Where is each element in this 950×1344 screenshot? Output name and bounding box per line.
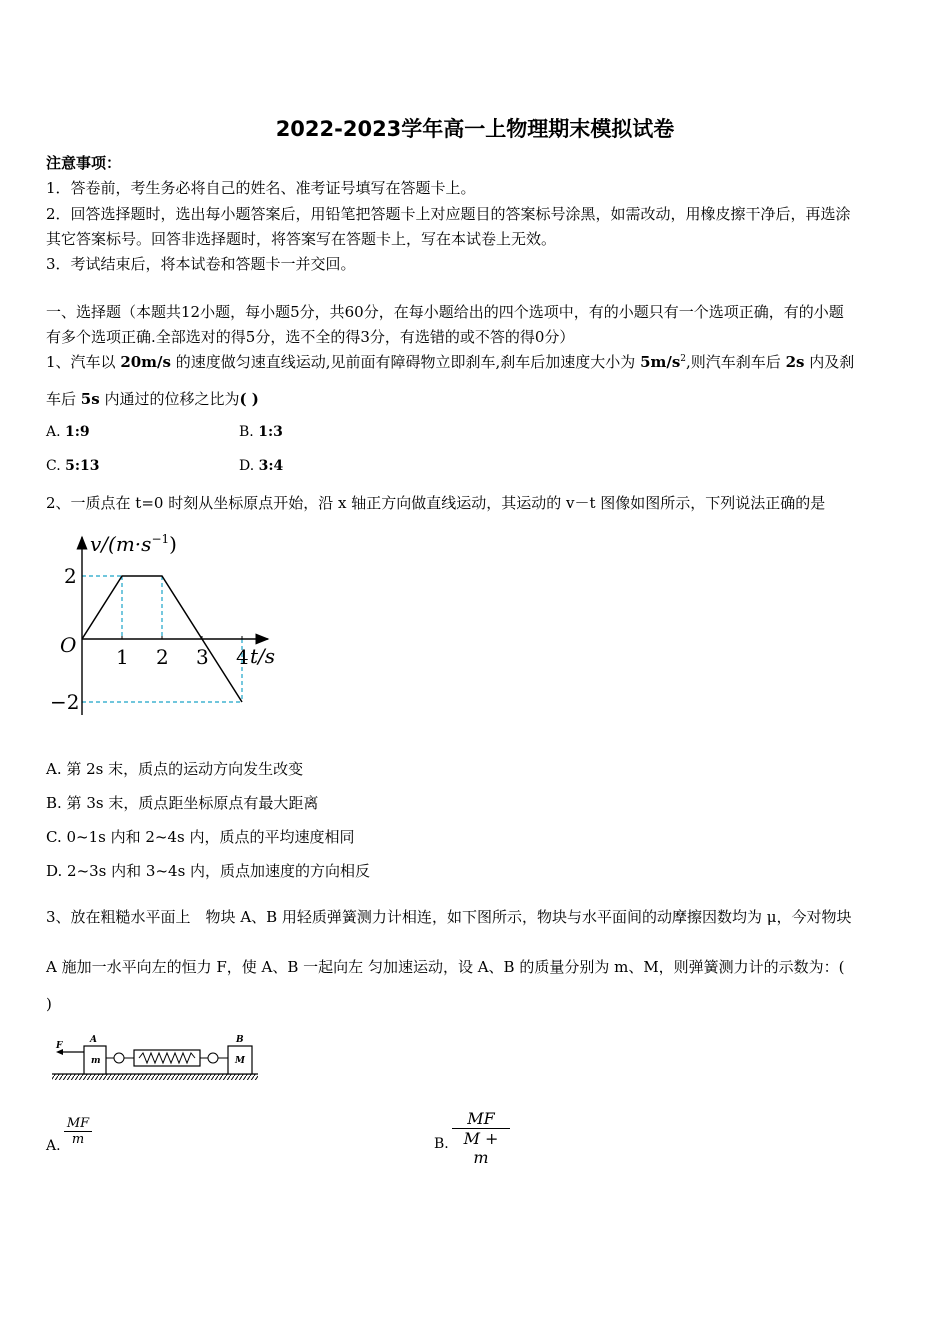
question-2-stem: 2、一质点在 t=0 时刻从坐标原点开始，沿 x 轴正方向做直线运动，其运动的 v－t 图像如图所示，下列说法正确的是 bbox=[46, 494, 826, 512]
q1-option-c[interactable] bbox=[46, 458, 100, 474]
block-b-mass: M bbox=[235, 1056, 245, 1066]
notice-item-2-line-2: 其它答案标号。回答非选择题时，将答案写在答题卡上，写在本试卷上无效。 bbox=[46, 230, 557, 248]
notice-heading: 注意事项： bbox=[46, 154, 122, 172]
block-a-label: A bbox=[90, 1035, 97, 1045]
notice-item-3: 3．考试结束后，将本试卷和答题卡一并交回。 bbox=[46, 255, 356, 273]
option-value: 3:4 bbox=[258, 458, 284, 474]
spring-blocks-figure bbox=[46, 1028, 266, 1088]
option-value: 5:13 bbox=[65, 458, 100, 474]
page-title: 2022-2023学年高一上物理期末模拟试卷 bbox=[275, 117, 675, 141]
vt-graph bbox=[40, 525, 290, 725]
fraction-numerator: MF bbox=[66, 1116, 90, 1131]
question-3-stem-line-3: ) bbox=[46, 995, 52, 1013]
ground-hatch bbox=[52, 1074, 258, 1080]
question-1-stem-line-1 bbox=[46, 351, 854, 372]
q2-option-b[interactable]: B. 第 3s 末，质点距坐标原点有最大距离 bbox=[46, 794, 319, 812]
option-label: D. bbox=[239, 458, 259, 474]
x-axis-label: t/s bbox=[250, 644, 276, 668]
y-tick-label: −2 bbox=[50, 690, 80, 714]
fraction-numerator: MF bbox=[467, 1109, 495, 1128]
q2-option-d[interactable]: D. 2~3s 内和 3~4s 内，质点加速度的方向相反 bbox=[46, 862, 371, 880]
y-axis-label: $v/(m\cdot s^{-1})$ bbox=[90, 532, 177, 556]
ring-b bbox=[208, 1053, 218, 1063]
option-label: B. bbox=[239, 424, 259, 440]
option-value: 1:3 bbox=[258, 424, 283, 440]
q1-acceleration: 5m/s bbox=[640, 353, 681, 371]
section-1-instructions-line-2: 有多个选项正确.全部选对的得5分，选不全的得3分，有选错的或不答的得0分） bbox=[46, 328, 575, 346]
q1-speed: 20m/s bbox=[120, 353, 171, 371]
fraction-denominator: M + m bbox=[463, 1129, 499, 1167]
q3-option-a-fraction[interactable] bbox=[64, 1116, 92, 1147]
question-3-stem-line-2: A 施加一水平向左的恒力 F，使 A、B 一起向左 匀加速运动，设 A、B 的质量分别为 m、M，则弹簧测力计的示数为：( bbox=[46, 958, 845, 976]
x-tick-label: 3 bbox=[196, 645, 209, 669]
q1-exponent: 2 bbox=[680, 354, 687, 364]
origin-label: O bbox=[60, 633, 77, 657]
q1-text: 的速度做匀速直线运动,见前面有障碍物立即刹车,刹车后加速度大小为 bbox=[170, 353, 641, 371]
force-label: F bbox=[56, 1041, 63, 1051]
q1-text: 车后 bbox=[46, 390, 81, 408]
option-value: 1:9 bbox=[65, 424, 90, 440]
q1-option-d[interactable] bbox=[239, 458, 283, 474]
x-tick-label: 1 bbox=[116, 645, 129, 669]
q1-text: ,则汽车刹车后 bbox=[686, 353, 786, 371]
q1-bracket: ( ) bbox=[239, 390, 259, 408]
q1-text: 1、汽车以 bbox=[46, 353, 121, 371]
notice-item-1: 1．答卷前，考生务必将自己的姓名、准考证号填写在答题卡上。 bbox=[46, 179, 476, 197]
section-1-instructions-line-1: 一、选择题（本题共12小题，每小题5分，共60分，在每小题给出的四个选项中，有的小题只有一个选项正确，有的小题 bbox=[46, 303, 844, 321]
q2-option-a[interactable]: A. 第 2s 末，质点的运动方向发生改变 bbox=[46, 760, 304, 778]
q1-text: 内及刹 bbox=[804, 353, 855, 371]
question-3-stem-line-1: 3、放在粗糙水平面上 物块 A、B 用轻质弹簧测力计相连，如下图所示，物块与水平面间的动摩擦因数均为 μ，今对物块 bbox=[46, 908, 852, 926]
q2-option-c[interactable]: C. 0~1s 内和 2~4s 内，质点的平均速度相同 bbox=[46, 828, 355, 846]
fraction-denominator: m bbox=[71, 1132, 85, 1147]
question-1-stem-line-2 bbox=[46, 388, 259, 409]
q3-option-b-fraction[interactable] bbox=[452, 1109, 510, 1167]
q1-text: 内通过的位移之比为 bbox=[99, 390, 240, 408]
y-tick-label: 2 bbox=[64, 564, 77, 588]
q3-option-a-label[interactable]: A. bbox=[46, 1138, 61, 1154]
q1-option-b[interactable] bbox=[239, 424, 283, 440]
q1-option-a[interactable] bbox=[46, 424, 90, 440]
q3-option-b-label[interactable]: B. bbox=[434, 1136, 449, 1152]
ring-a bbox=[114, 1053, 124, 1063]
q1-time-5s: 5s bbox=[80, 390, 100, 408]
option-label: C. bbox=[46, 458, 66, 474]
x-tick-label: 2 bbox=[156, 645, 169, 669]
q1-time-2s: 2s bbox=[785, 353, 805, 371]
block-b-label: B bbox=[236, 1035, 244, 1045]
option-label: A. bbox=[46, 424, 66, 440]
x-tick-label: 4 bbox=[236, 645, 249, 669]
block-a-mass: m bbox=[91, 1056, 101, 1066]
notice-item-2-line-1: 2．回答选择题时，选出每小题答案后，用铅笔把答题卡上对应题目的答案标号涂黑，如需改动，用橡皮擦干净后，再选涂 bbox=[46, 205, 851, 223]
